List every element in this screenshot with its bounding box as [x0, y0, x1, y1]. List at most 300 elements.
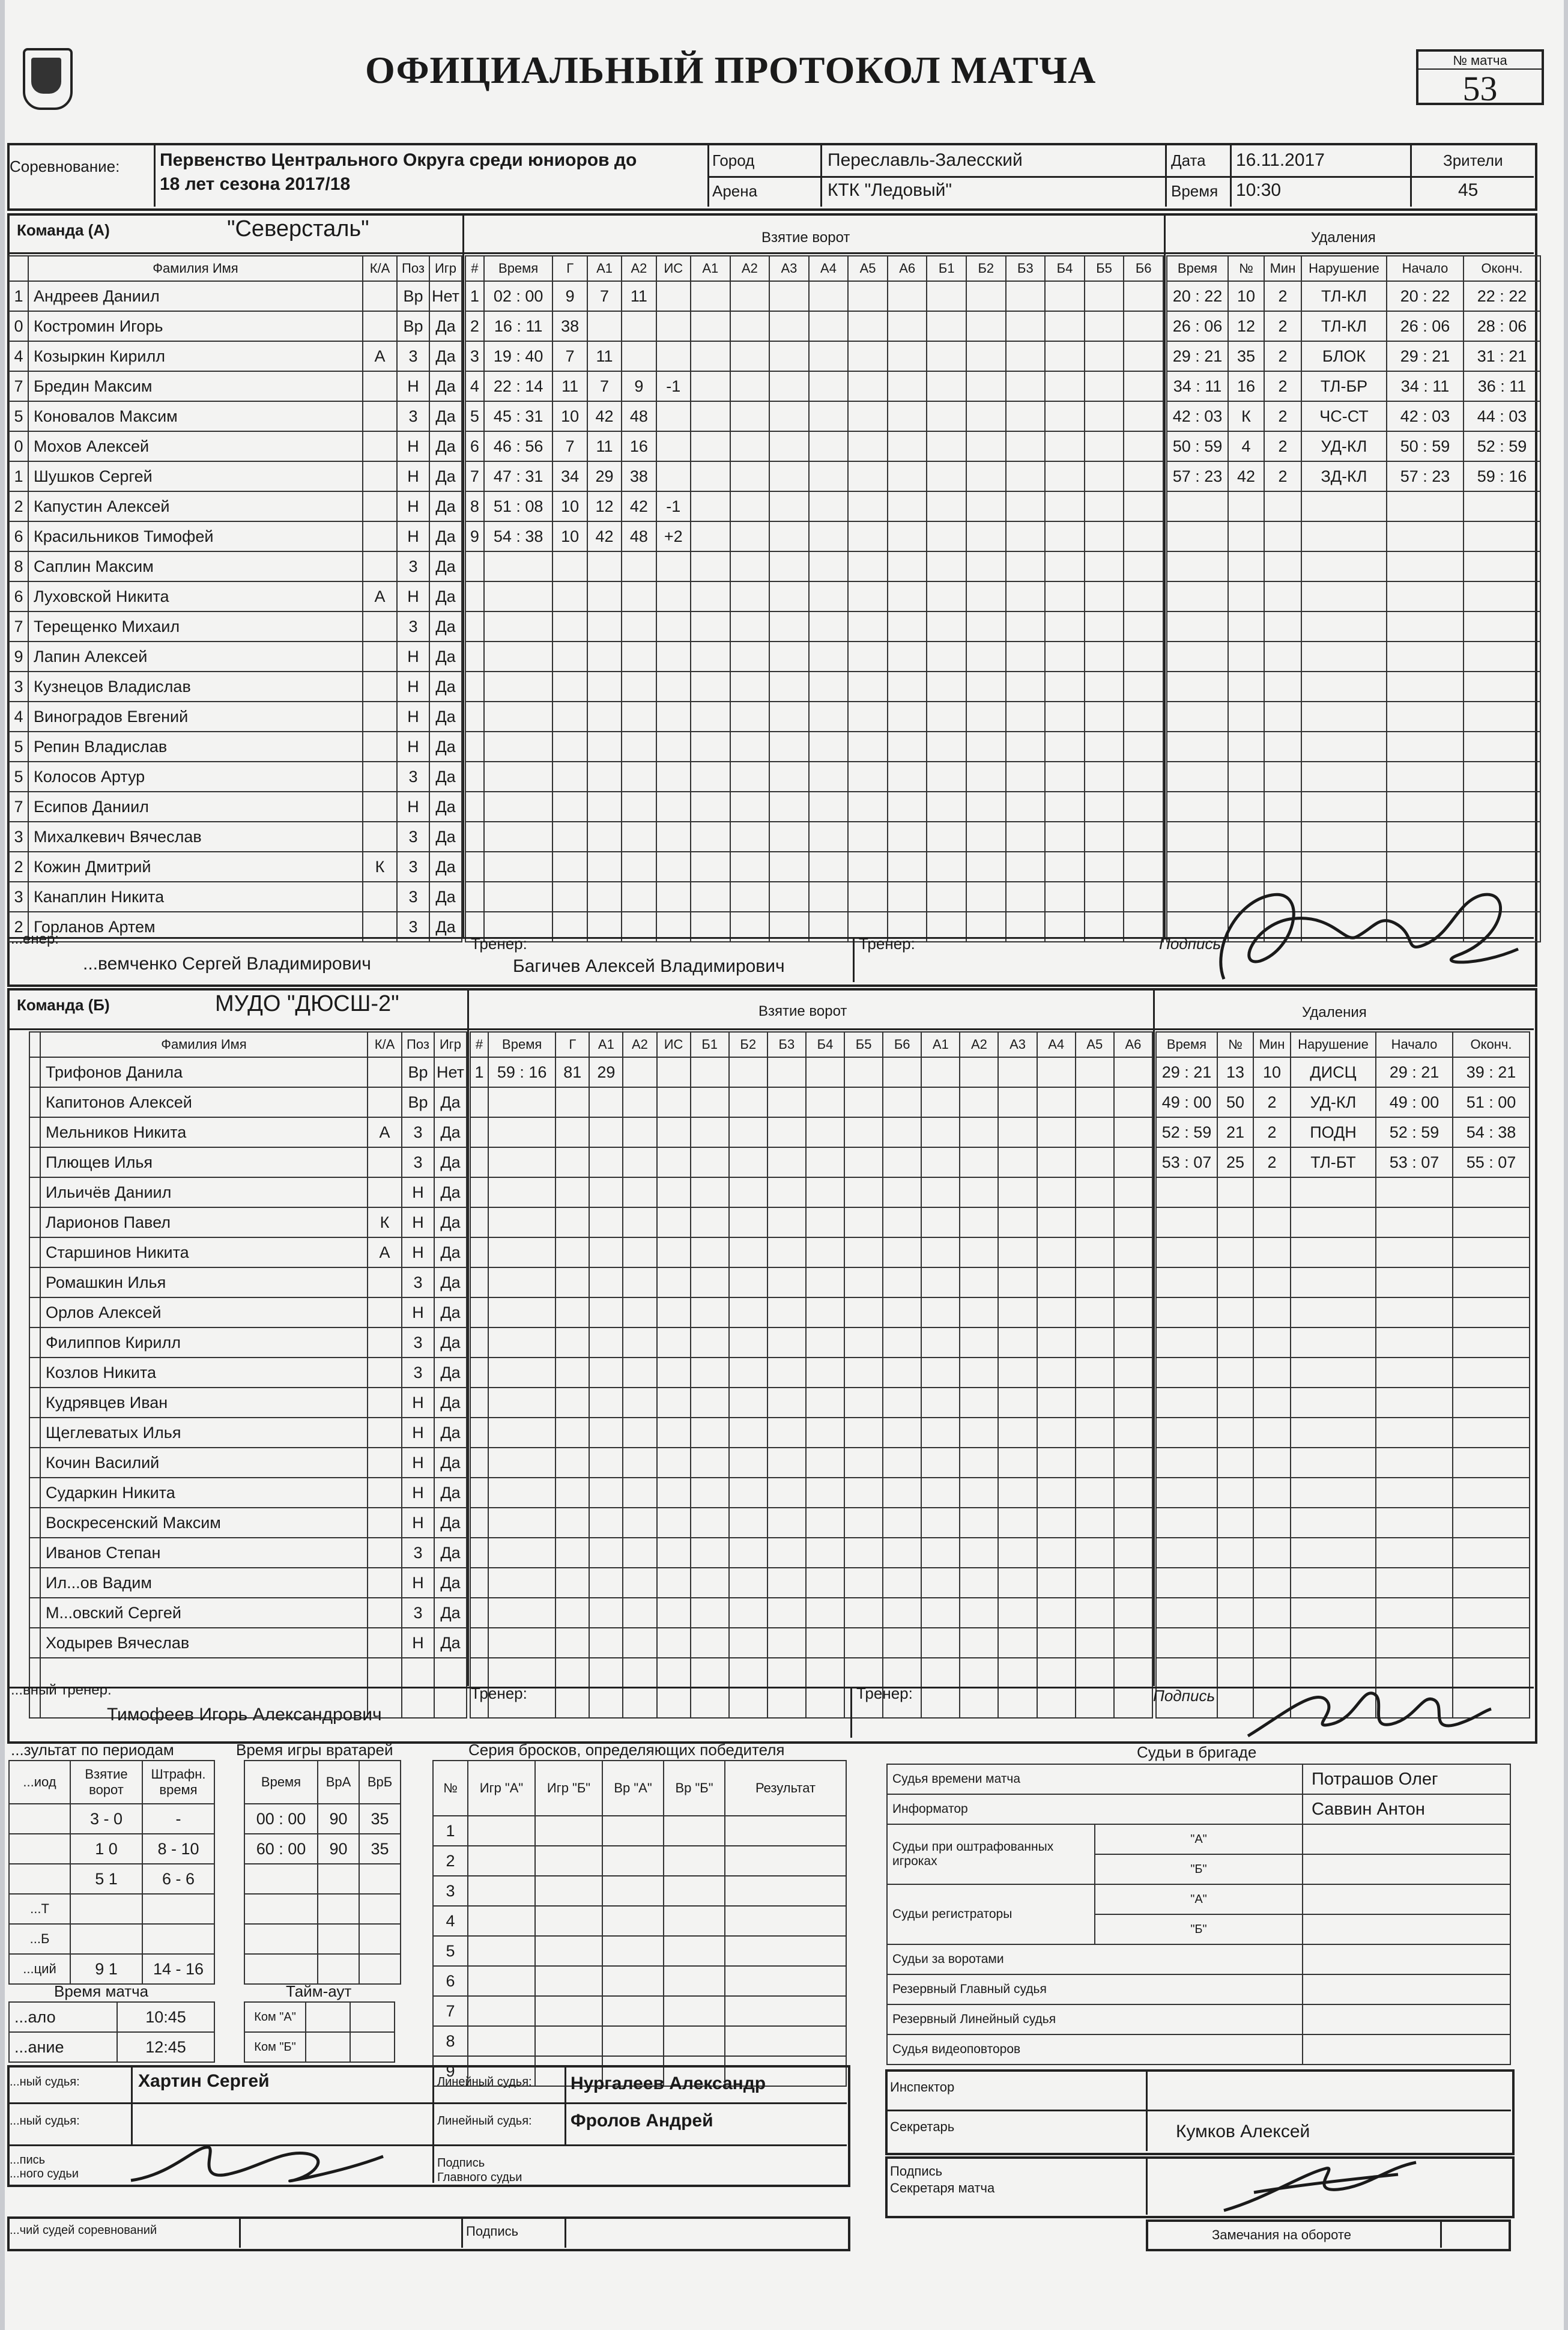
player-name: Ларионов Павел	[40, 1207, 368, 1237]
player-position: Н	[402, 1207, 434, 1237]
date-value: 16.11.2017	[1236, 150, 1325, 170]
on-ice-cell	[691, 882, 730, 912]
roster-header	[9, 256, 462, 281]
on-ice-cell	[809, 521, 849, 551]
on-ice-cell	[966, 341, 1006, 371]
player-number	[29, 1448, 40, 1478]
penalty-minutes	[1253, 1418, 1291, 1448]
table-row	[465, 822, 1163, 852]
table-row	[29, 1568, 467, 1598]
goal-time	[484, 551, 553, 581]
on-ice-cell	[691, 371, 730, 401]
player-number: 1	[9, 461, 28, 491]
goal-time	[488, 1297, 555, 1327]
player-role	[368, 1267, 402, 1297]
player-number: 0	[9, 311, 28, 341]
on-ice-cell	[927, 581, 966, 611]
penalty-minutes: 2	[1264, 461, 1301, 491]
on-ice-cell	[769, 822, 809, 852]
player-played: Да	[434, 1508, 467, 1538]
penalty-infraction	[1301, 702, 1387, 732]
penalty-player: 10	[1228, 281, 1264, 311]
penalty-start	[1376, 1297, 1453, 1327]
goalie-b	[359, 1894, 401, 1924]
penalty-minutes	[1264, 551, 1301, 581]
player-played: Да	[434, 1177, 467, 1207]
shootout-cell	[602, 1966, 664, 1996]
on-ice-cell	[767, 1267, 806, 1297]
on-ice-cell	[806, 1598, 844, 1628]
team-a-coach-label: Тренер:	[471, 935, 527, 953]
player-number: 7	[9, 611, 28, 642]
goal-assist1	[589, 1087, 623, 1117]
penalty-time	[1156, 1207, 1217, 1237]
on-ice-cell	[1114, 1147, 1152, 1177]
player-number	[29, 1388, 40, 1418]
penalty-infraction	[1291, 1448, 1376, 1478]
on-ice-cell	[960, 1207, 998, 1237]
table-row	[1156, 1207, 1530, 1237]
on-ice-cell	[809, 702, 849, 732]
goal-assist1: 12	[587, 491, 622, 521]
penalty-start	[1376, 1418, 1453, 1448]
table-row	[29, 1237, 467, 1267]
player-played: Да	[434, 1237, 467, 1267]
on-ice-cell	[1045, 281, 1085, 311]
penalty-minutes: 2	[1253, 1117, 1291, 1147]
sign-sec-label1: Подпись	[890, 2164, 943, 2179]
goals-header-cell: Время	[488, 1032, 555, 1057]
penalty-minutes	[1253, 1237, 1291, 1267]
penalty-start	[1387, 551, 1464, 581]
shootout-title: Серия бросков, определяющих победителя	[468, 1741, 785, 1759]
on-ice-cell	[767, 1057, 806, 1087]
table-row	[29, 1147, 467, 1177]
penalty-time	[1156, 1508, 1217, 1538]
table-row	[470, 1267, 1152, 1297]
table-row	[1167, 732, 1540, 762]
goal-time	[488, 1388, 555, 1418]
goal-assist2	[623, 1267, 656, 1297]
goal-assist1	[589, 1508, 623, 1538]
goal-time	[484, 611, 553, 642]
on-ice-cell	[844, 1508, 883, 1538]
on-ice-cell	[1076, 1147, 1114, 1177]
player-played: Да	[429, 581, 462, 611]
on-ice-cell	[966, 822, 1006, 852]
on-ice-cell	[1045, 551, 1085, 581]
on-ice-cell	[809, 461, 849, 491]
table-row	[470, 1418, 1152, 1448]
goal-number	[465, 672, 484, 702]
city-label: Город	[712, 151, 755, 169]
goal-number	[470, 1478, 488, 1508]
goal-assist2: 48	[622, 521, 656, 551]
on-ice-cell	[848, 461, 888, 491]
player-role	[363, 611, 397, 642]
on-ice-cell	[927, 281, 966, 311]
goal-number: 1	[465, 281, 484, 311]
penalty-player	[1228, 642, 1264, 672]
player-name: Костромин Игорь	[28, 311, 363, 341]
goals-header-cell: Время	[484, 256, 553, 281]
period-name: ...Б	[9, 1924, 70, 1954]
penalty-minutes	[1264, 521, 1301, 551]
on-ice-cell	[691, 1207, 729, 1237]
player-name: Старшинов Никита	[40, 1237, 368, 1267]
on-ice-cell	[1037, 1658, 1076, 1688]
penalty-minutes	[1253, 1568, 1291, 1598]
on-ice-cell	[848, 822, 888, 852]
on-ice-cell	[729, 1358, 767, 1388]
on-ice-cell	[998, 1358, 1037, 1388]
on-ice-cell	[998, 1117, 1037, 1147]
player-number	[29, 1538, 40, 1568]
goal-situation	[657, 1087, 691, 1117]
on-ice-cell	[767, 1358, 806, 1388]
shootout-cell	[468, 1966, 535, 1996]
player-role	[368, 1297, 402, 1327]
table-row	[9, 1834, 214, 1864]
goal-number: 1	[470, 1057, 488, 1087]
goal-situation	[657, 1418, 691, 1448]
goal-assist2	[623, 1388, 656, 1418]
penalty-player	[1228, 702, 1264, 732]
penalty-infraction: БЛОК	[1301, 341, 1387, 371]
penalty-start	[1387, 702, 1464, 732]
penalty-start	[1387, 611, 1464, 642]
player-name: Есипов Даниил	[28, 792, 363, 822]
goals-header-cell: А2	[622, 256, 656, 281]
referee-name	[1303, 1854, 1510, 1884]
goal-assist1	[589, 1117, 623, 1147]
on-ice-cell	[883, 1358, 921, 1388]
table-row	[1167, 311, 1540, 341]
table-row	[470, 1297, 1152, 1327]
goals-header	[465, 256, 1163, 281]
goal-time	[484, 702, 553, 732]
player-name: Терещенко Михаил	[28, 611, 363, 642]
on-ice-cell	[691, 491, 730, 521]
on-ice-cell	[998, 1297, 1037, 1327]
penalty-end	[1464, 581, 1540, 611]
on-ice-cell	[848, 792, 888, 822]
penalty-end	[1453, 1267, 1530, 1297]
goal-scorer	[552, 792, 587, 822]
table-row	[1156, 1448, 1530, 1478]
goal-assist2	[623, 1117, 656, 1147]
on-ice-cell	[769, 852, 809, 882]
on-ice-cell	[767, 1087, 806, 1117]
goal-assist1	[589, 1478, 623, 1508]
goal-assist1	[589, 1237, 623, 1267]
match-time-table	[8, 2001, 215, 2063]
on-ice-cell	[1076, 1358, 1114, 1388]
on-ice-cell	[1114, 1688, 1152, 1718]
player-position: 3	[397, 341, 429, 371]
shootout-cell	[602, 1906, 664, 1936]
on-ice-cell	[691, 581, 730, 611]
on-ice-cell	[848, 732, 888, 762]
goal-situation	[656, 461, 691, 491]
table-row	[29, 1538, 467, 1568]
table-row	[470, 1388, 1152, 1418]
on-ice-cell	[1085, 341, 1124, 371]
penalty-start	[1376, 1207, 1453, 1237]
team-b-coach2-label: Тренер:	[856, 1684, 913, 1702]
on-ice-cell	[844, 1358, 883, 1388]
on-ice-cell	[1006, 371, 1046, 401]
penalty-infraction	[1291, 1568, 1376, 1598]
on-ice-cell	[729, 1117, 767, 1147]
on-ice-cell	[844, 1117, 883, 1147]
goal-scorer	[555, 1358, 589, 1388]
goals-header-cell: А2	[623, 1032, 656, 1057]
player-name: Шушков Сергей	[28, 461, 363, 491]
on-ice-cell	[883, 1327, 921, 1358]
on-ice-cell	[691, 1508, 729, 1538]
goal-assist1	[587, 852, 622, 882]
goals-header-cell: Б1	[691, 1032, 729, 1057]
goal-assist1	[589, 1147, 623, 1177]
goal-situation	[656, 762, 691, 792]
penalty-infraction	[1291, 1177, 1376, 1207]
on-ice-cell	[1076, 1177, 1114, 1207]
penalty-infraction	[1301, 732, 1387, 762]
penalty-time	[1156, 1568, 1217, 1598]
penalty-start	[1376, 1177, 1453, 1207]
shootout-cell	[664, 1996, 725, 2026]
on-ice-cell	[769, 341, 809, 371]
penalty-minutes: 2	[1264, 371, 1301, 401]
on-ice-cell	[927, 762, 966, 792]
player-played: Да	[429, 732, 462, 762]
on-ice-cell	[966, 882, 1006, 912]
match-end-label: ...ание	[9, 2032, 117, 2062]
team-a-penalties-table	[1166, 255, 1541, 942]
goals-header-cell: А1	[589, 1032, 623, 1057]
on-ice-cell	[848, 702, 888, 732]
on-ice-cell	[844, 1568, 883, 1598]
player-name: Ильичёв Даниил	[40, 1177, 368, 1207]
goals-header-cell: А1	[691, 256, 730, 281]
shootout-cell	[725, 1846, 846, 1876]
shootout-cell	[664, 1846, 725, 1876]
goal-number: 6	[465, 431, 484, 461]
player-name: Воскресенский Максим	[40, 1508, 368, 1538]
penalty-infraction	[1291, 1327, 1376, 1358]
main-ref-label: ...ный судья:	[10, 2075, 80, 2089]
table-row	[465, 281, 1163, 311]
goal-number	[470, 1207, 488, 1237]
player-name: Кочин Василий	[40, 1448, 368, 1478]
on-ice-cell	[966, 611, 1006, 642]
on-ice-cell	[883, 1177, 921, 1207]
period-name: ...Т	[9, 1894, 70, 1924]
referee-role: Судьи за воротами	[887, 1944, 1303, 1974]
penalty-time	[1156, 1388, 1217, 1418]
goals-header-cell: Б5	[1085, 256, 1124, 281]
table-row	[465, 491, 1163, 521]
referee-name	[1303, 1974, 1510, 2004]
player-position: Н	[397, 702, 429, 732]
on-ice-cell	[921, 1448, 960, 1478]
penalty-end	[1453, 1478, 1530, 1508]
goals-header-cell: Б1	[927, 256, 966, 281]
goal-time	[488, 1147, 555, 1177]
referee-role: Резервный Главный судья	[887, 1974, 1303, 2004]
on-ice-cell	[848, 672, 888, 702]
on-ice-cell	[848, 762, 888, 792]
referee-role: Информатор	[887, 1794, 1303, 1824]
on-ice-cell	[888, 852, 927, 882]
on-ice-cell	[1085, 611, 1124, 642]
penalty-end: 55 : 07	[1453, 1147, 1530, 1177]
player-position: 3	[402, 1538, 434, 1568]
table-row	[465, 371, 1163, 401]
goal-time	[488, 1237, 555, 1267]
player-role	[363, 762, 397, 792]
penalty-start	[1376, 1358, 1453, 1388]
goal-situation	[657, 1538, 691, 1568]
penalty-end: 39 : 21	[1453, 1057, 1530, 1087]
goal-number: 5	[465, 401, 484, 431]
on-ice-cell	[927, 852, 966, 882]
table-row	[1167, 792, 1540, 822]
on-ice-cell	[767, 1508, 806, 1538]
penalty-time: 53 : 07	[1156, 1147, 1217, 1177]
on-ice-cell	[809, 672, 849, 702]
penalty-minutes	[1253, 1297, 1291, 1327]
penalty-infraction: ЧС-СТ	[1301, 401, 1387, 431]
table-row	[470, 1478, 1152, 1508]
on-ice-cell	[888, 341, 927, 371]
table-row	[433, 1906, 846, 1936]
shootout-number: 7	[433, 1996, 468, 2026]
on-ice-cell	[1037, 1448, 1076, 1478]
on-ice-cell	[1076, 1598, 1114, 1628]
table-row	[9, 581, 462, 611]
goal-scorer	[555, 1388, 589, 1418]
main-ref2-label: ...ный судья:	[10, 2114, 80, 2128]
penalty-time	[1156, 1297, 1217, 1327]
player-name: Кудрявцев Иван	[40, 1388, 368, 1418]
on-ice-cell	[729, 1418, 767, 1448]
goal-scorer	[552, 852, 587, 882]
table-row	[9, 431, 462, 461]
penalty-player	[1228, 732, 1264, 762]
penalty-infraction	[1301, 521, 1387, 551]
on-ice-cell	[809, 792, 849, 822]
penalty-time: 57 : 23	[1167, 461, 1228, 491]
on-ice-cell	[844, 1207, 883, 1237]
goal-number: 3	[465, 341, 484, 371]
on-ice-cell	[1006, 281, 1046, 311]
on-ice-cell	[1085, 852, 1124, 882]
player-position: Н	[397, 581, 429, 611]
on-ice-cell	[848, 551, 888, 581]
on-ice-cell	[1076, 1057, 1114, 1087]
on-ice-cell	[691, 702, 730, 732]
penalty-end	[1453, 1237, 1530, 1267]
player-number: 6	[9, 581, 28, 611]
goal-assist1	[587, 311, 622, 341]
on-ice-cell	[998, 1418, 1037, 1448]
goal-assist1	[589, 1598, 623, 1628]
on-ice-cell	[921, 1388, 960, 1418]
table-row	[9, 551, 462, 581]
goal-number	[470, 1297, 488, 1327]
player-role	[363, 431, 397, 461]
goal-assist2	[623, 1087, 656, 1117]
on-ice-cell	[729, 1087, 767, 1117]
on-ice-cell	[769, 762, 809, 792]
penalty-time: 20 : 22	[1167, 281, 1228, 311]
on-ice-cell	[806, 1057, 844, 1087]
goal-assist1	[587, 762, 622, 792]
goal-scorer	[552, 822, 587, 852]
penalty-end	[1453, 1538, 1530, 1568]
player-position: 3	[397, 852, 429, 882]
player-played: Да	[429, 852, 462, 882]
goal-time: 45 : 31	[484, 401, 553, 431]
on-ice-cell	[883, 1418, 921, 1448]
table-row	[9, 611, 462, 642]
on-ice-cell	[883, 1237, 921, 1267]
player-position: Н	[402, 1448, 434, 1478]
goalie-b	[359, 1924, 401, 1954]
penalty-minutes	[1264, 642, 1301, 672]
penalty-player	[1228, 491, 1264, 521]
penalty-player	[1217, 1598, 1253, 1628]
period-goals: 1 0	[70, 1834, 142, 1864]
on-ice-cell	[691, 1688, 729, 1718]
shootout-header	[433, 1761, 846, 1816]
on-ice-cell	[960, 1508, 998, 1538]
competition-label: Соревнование:	[10, 157, 120, 175]
player-role	[363, 521, 397, 551]
table-row	[9, 341, 462, 371]
on-ice-cell	[769, 882, 809, 912]
goal-scorer: 34	[552, 461, 587, 491]
penalty-minutes	[1264, 491, 1301, 521]
on-ice-cell	[691, 852, 730, 882]
table-row	[1167, 431, 1540, 461]
penalty-start	[1387, 642, 1464, 672]
goal-scorer	[555, 1598, 589, 1628]
penalty-time	[1167, 551, 1228, 581]
player-number	[29, 1267, 40, 1297]
goal-time	[488, 1327, 555, 1358]
period-pim: 6 - 6	[142, 1864, 214, 1894]
on-ice-cell	[960, 1177, 998, 1207]
player-role	[363, 732, 397, 762]
table-row	[29, 1448, 467, 1478]
player-name: Плющев Илья	[40, 1147, 368, 1177]
on-ice-cell	[883, 1087, 921, 1117]
player-name: Красильников Тимофей	[28, 521, 363, 551]
on-ice-cell	[730, 581, 770, 611]
player-number: 4	[9, 341, 28, 371]
shootout-cell	[535, 1936, 602, 1966]
on-ice-cell	[1076, 1658, 1114, 1688]
player-name: Репин Владислав	[28, 732, 363, 762]
on-ice-cell	[1085, 672, 1124, 702]
on-ice-cell	[966, 732, 1006, 762]
table-row	[1167, 702, 1540, 732]
time-value: 10:30	[1236, 180, 1282, 200]
penalty-start: 52 : 59	[1376, 1117, 1453, 1147]
